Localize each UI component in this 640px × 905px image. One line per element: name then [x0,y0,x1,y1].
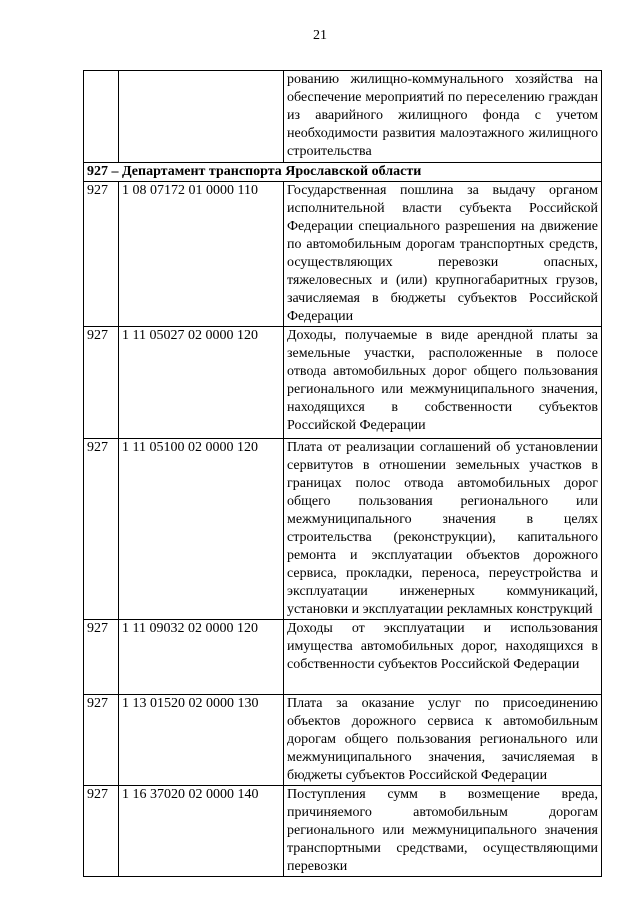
table-row [84,439,602,620]
budget-code-cell: 1 11 05027 02 0000 120 [119,327,284,439]
description-cell: Плата за оказание услуг по присоединению объектов дорожного сервиса к автомобильным дорогам общего пользования регионального или межмуниципального значения, зачисляемая в бюджеты субъектов Российской Федерации [284,695,602,786]
description-cell: Государственная пошлина за выдачу органом исполнительной власти субъекта Российской Федерации специального разрешения на движение по автомобильным дорогам транспортных средств, осуществляющих перевозки опасных, тяжеловесных и (или) крупногабаритных грузов, зачисляемая в бюджеты субъектов Российской Федерации [284,182,602,327]
budget-code-cell: 1 16 37020 02 0000 140 [119,786,284,877]
section-heading: 927 – Департамент транспорта Ярославской области [84,163,602,182]
table-row [84,620,602,695]
budget-code-cell: 1 08 07172 01 0000 110 [119,182,284,327]
budget-code-cell: 1 13 01520 02 0000 130 [119,695,284,786]
section-heading-row [84,163,602,182]
page-number: 21 [313,28,327,43]
admin-code-cell: 927 [84,327,119,439]
admin-code-cell [84,71,119,163]
admin-code-cell: 927 [84,182,119,327]
admin-code-cell: 927 [84,786,119,877]
description-cell: Доходы, получаемые в виде арендной платы за земельные участки, расположенные в полосе отвода автомобильных дорог общего пользования регионального или межмуниципального значения, находящихся в собственности субъектов Российской Федерации [284,327,602,439]
description-cell: рованию жилищно-коммунального хозяйства на обеспечение мероприятий по переселению граждан из аварийного жилищного фонда с учетом необходимости развития малоэтажного жилищного строительства [284,71,602,163]
description-cell: Плата от реализации соглашений об установлении сервитутов в отношении земельных участков в границах полос отвода автомобильных дорог общего пользования регионального или межмуниципального значения в целях строительства (реконструкции), капитального ремонта и эксплуатации объектов дорожного сервиса, прокладки, переноса, переустройства и эксплуатации инженерных коммуникаций, установки и эксплуатации рекламных конструкций [284,439,602,620]
budget-code-cell: 1 11 09032 02 0000 120 [119,620,284,695]
revenue-classification-table [83,70,602,877]
table-row [84,182,602,327]
admin-code-cell: 927 [84,695,119,786]
budget-code-cell [119,71,284,163]
admin-code-cell: 927 [84,439,119,620]
budget-code-cell: 1 11 05100 02 0000 120 [119,439,284,620]
table-row [84,327,602,439]
description-cell: Доходы от эксплуатации и использования имущества автомобильных дорог, находящихся в собственности субъектов Российской Федерации [284,620,602,695]
admin-code-cell: 927 [84,620,119,695]
description-cell: Поступления сумм в возмещение вреда, причиняемого автомобильным дорогам регионального или межмуниципального значения транспортными средствами, осуществляющими перевозки [284,786,602,877]
table-row [84,695,602,786]
table-row-continuation [84,71,602,163]
table-row [84,786,602,877]
